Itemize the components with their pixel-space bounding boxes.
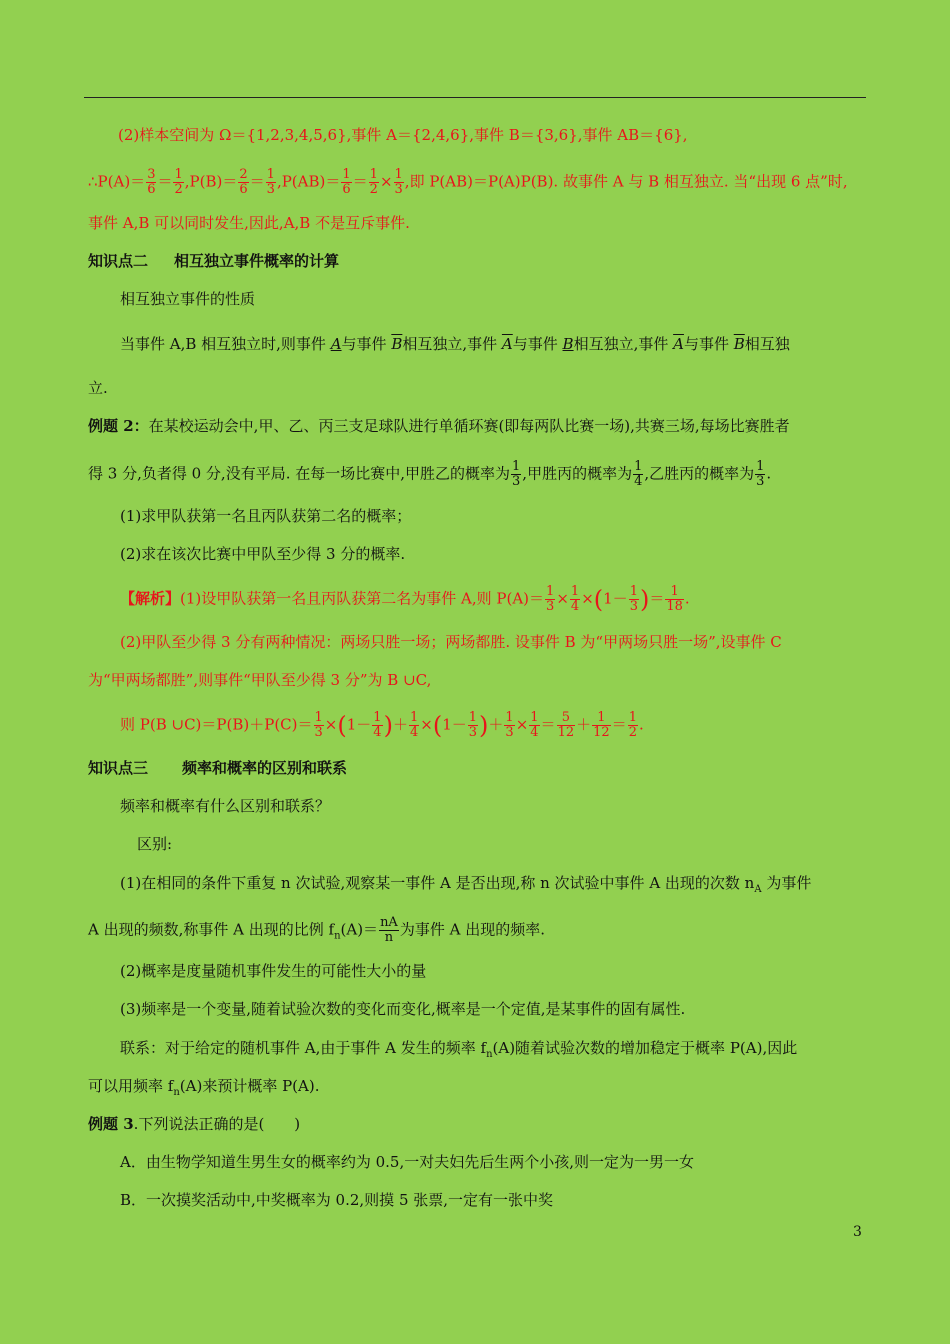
fraction: $\frac{1}{4}$	[570, 584, 580, 614]
fraction: $\frac{1}{3}$	[546, 584, 555, 614]
fraction: $\frac{1}{3}$	[394, 167, 403, 197]
fraction: $\frac{1}{2}$	[174, 167, 183, 197]
page-number: 3	[853, 1224, 862, 1240]
difference-item-1-cont: A 出现的频数,称事件 A 出现的比例 $f_n(A)=$ $\frac{nA}{n}$ 为事件 A 出现的频率.	[88, 915, 545, 945]
property-heading: 相互独立事件的性质	[120, 290, 256, 308]
question-difference: 频率和概率有什么区别和联系？	[120, 797, 331, 815]
fraction: $\frac{1}{3}$	[314, 710, 323, 740]
fraction: $\frac{1}{3}$	[266, 167, 275, 197]
solution-line-3: 事件 A,B 可以同时发生,因此,A,B 不是互斥事件.	[88, 214, 410, 232]
section-heading-2: 知识点二 相互独立事件概率的计算	[88, 252, 340, 270]
independence-line: 当事件 A,B 相互独立时,则事件 A与事件 $\overline{B}$相互独立,事件 $\overline{A}$与事件 B相互独立,事件 $\overline{A}$与事件 $\overline{B}$相互独	[120, 335, 790, 353]
example-2-line-1: 例题 2：在某校运动会中,甲、乙、丙三支足球队进行单循环赛(即每两队比赛一场),共赛三场,每场比赛胜者	[88, 417, 790, 435]
independence-line-end: 立.	[88, 379, 108, 397]
difference-item-1: (1)在相同的条件下重复 n 次试验,观察某一事件 A 是否出现,称 n 次试验中事件 A 出现的次数 $n_A$ 为事件	[120, 874, 812, 895]
solution-2-line-4: 则 P(B ∪C)＝P(B)＋P(C)＝ $\frac{1}{3}$ ×(1－ $\frac{1}{4}$ )＋ $\frac{1}{4}$ ×(1－ $\frac{1}{3}$ )＋ $\frac{1}{3}$ × $\frac{1}{4}$ ＝ $\frac{5}{12}$ ＋ $\frac{1}{12}$ ＝ $\frac{1}{2}$ .	[120, 710, 644, 740]
fraction: $\frac{2}{6}$	[239, 167, 248, 197]
solution-2-line-1: 【解析】(1)设甲队获第一名且丙队获第二名为事件 A,则 P(A)＝ $\frac{1}{3}$ × $\frac{1}{4}$ ×(1－ $\frac{1}{3}$ )＝ $\frac{1}{18}$ .	[120, 584, 690, 614]
difference-label: 区别:	[137, 835, 173, 853]
fraction: $\frac{1}{4}$	[373, 710, 382, 740]
example-2-question-1: (1)求甲队获第一名且丙队获第二名的概率；	[120, 507, 412, 525]
fraction: $\frac{1}{4}$	[634, 459, 643, 489]
fraction: $\frac{1}{4}$	[530, 710, 539, 740]
relation-line-2: 可以用频率 $f_n(A)$来预计概率 P(A).	[88, 1077, 320, 1098]
header-rule	[84, 97, 866, 98]
fraction: $\frac{1}{3}$	[756, 459, 765, 489]
example-2-question-2: (2)求在该次比赛中甲队至少得 3 分的概率.	[120, 545, 406, 563]
example-2-line-2: 得 3 分,负者得 0 分,没有平局. 在每一场比赛中,甲胜乙的概率为 $\frac{1}{3}$ ,甲胜丙的概率为 $\frac{1}{4}$ ,乙胜丙的概率为 $\frac{1}{3}$ .	[88, 459, 772, 489]
option-b: B．一次摸奖活动中,中奖概率为 0.2,则摸 5 张票,一定有一张中奖	[120, 1191, 554, 1209]
fraction: $\frac{1}{12}$	[593, 710, 610, 740]
difference-item-2: (2)概率是度量随机事件发生的可能性大小的量	[120, 962, 427, 980]
fraction: $\frac{1}{3}$	[468, 710, 478, 740]
fraction: $\frac{1}{2}$	[369, 167, 378, 197]
fraction: $\frac{1}{2}$	[628, 710, 637, 740]
solution-line-1: (2)样本空间为 Ω＝{1,2,3,4,5,6},事件 A＝{2,4,6},事件 B＝{3,6},事件 AB＝{6},	[118, 126, 688, 144]
difference-item-3: (3)频率是一个变量,随着试验次数的变化而变化,概率是一个定值,是某事件的固有属性.	[120, 1000, 686, 1018]
fraction: $\frac{1}{3}$	[629, 584, 638, 614]
fraction: $\frac{1}{4}$	[409, 710, 419, 740]
solution-2-line-3: 为“甲两场都胜”,则事件“甲队至少得 3 分”为 B ∪C,	[88, 671, 432, 689]
section-heading-3: 知识点三 频率和概率的区别和联系	[88, 759, 348, 777]
fraction: $\frac{1}{18}$	[666, 584, 683, 614]
solution-line-2: ∴P(A)＝ $\frac{3}{6}$ ＝ $\frac{1}{2}$ ,P(B)＝ $\frac{2}{6}$ ＝ $\frac{1}{3}$ ,P(AB)＝ $\frac{1}{6}$ ＝ $\frac{1}{2}$ × $\frac{1}{3}$ ,即 P(AB)＝P(A)P(B). 故事件 A 与 B 相互独立. 当“出现 6 点”时,	[88, 167, 848, 197]
example-3: 例题 3.下列说法正确的是( )	[88, 1115, 301, 1133]
solution-2-line-2: (2)甲队至少得 3 分有两种情况：两场只胜一场；两场都胜. 设事件 B 为“甲两场只胜一场”,设事件 C	[120, 633, 782, 651]
option-a: A．由生物学知道生男生女的概率约为 0.5,一对夫妇先后生两个小孩,则一定为一男一女	[120, 1153, 694, 1171]
fraction: $\frac{3}{6}$	[147, 167, 156, 197]
fraction: $\frac{5}{12}$	[557, 710, 575, 740]
fraction: $\frac{1}{3}$	[505, 710, 514, 740]
fraction: $\frac{1}{3}$	[512, 459, 521, 489]
fraction: $\frac{1}{6}$	[342, 167, 351, 197]
relation-line-1: 联系：对于给定的随机事件 A,由于事件 A 发生的频率 $f_n(A)$随着试验次数的增加稳定于概率 P(A),因此	[120, 1039, 798, 1060]
fraction: $\frac{nA}{n}$	[380, 915, 398, 945]
